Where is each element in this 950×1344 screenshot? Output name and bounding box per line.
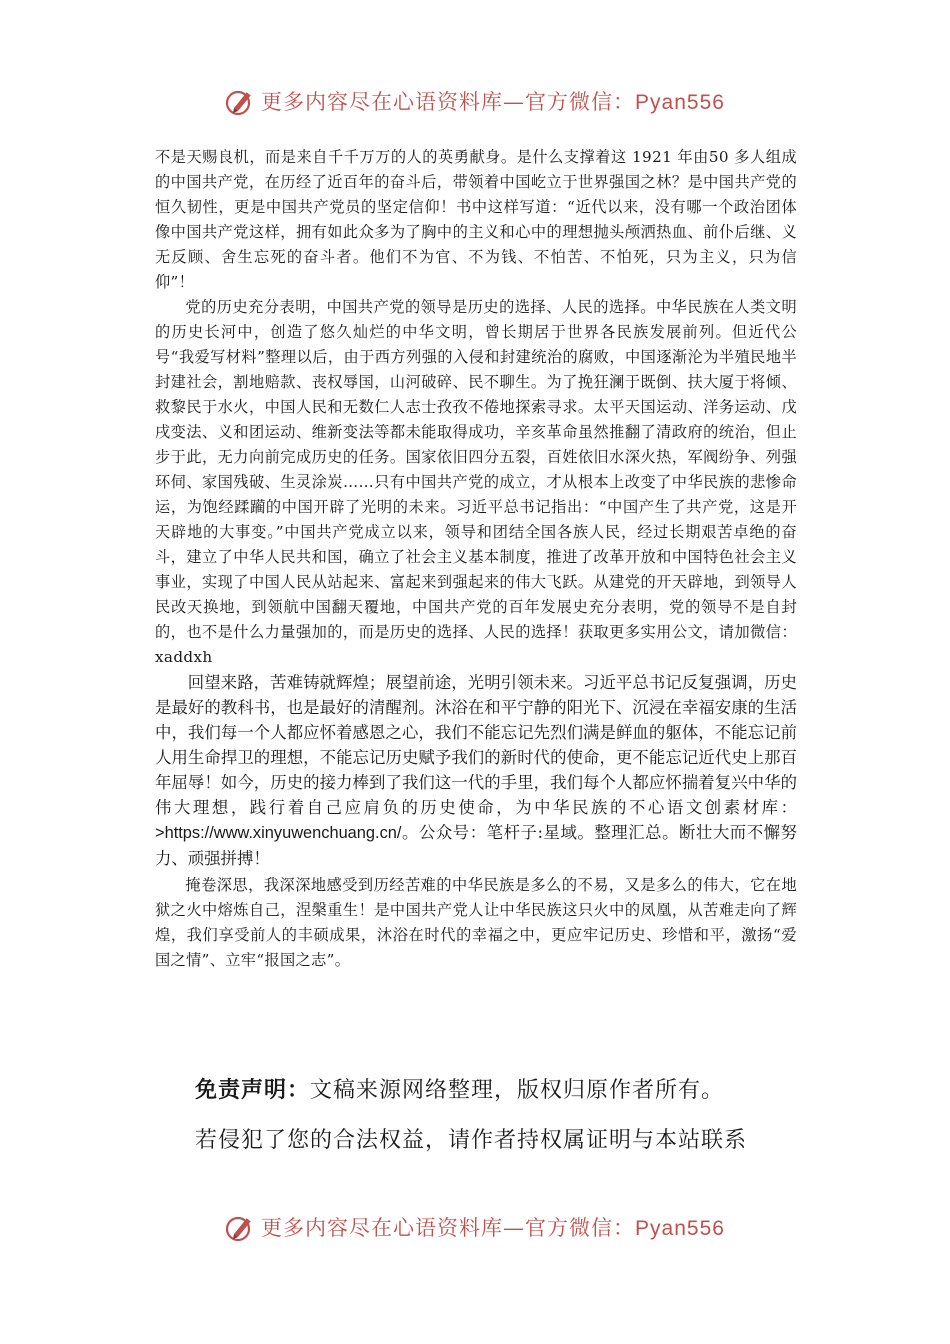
pen-nib-icon [225, 1212, 255, 1242]
paragraph-3-link: >https://www.xinyuwenchuang.cn/ [155, 824, 402, 842]
pen-nib-icon [225, 86, 255, 116]
disclaimer-line-1: 免责声明：文稿来源网络整理，版权归原作者所有。 [195, 1078, 725, 1103]
paragraph-3-text: 回望来路，苦难铸就辉煌；展望前途，光明引领未来。习近平总书记反复强调，历史是最好的教科书，也是最好的清醒剂。沐浴在和平宁静的阳光下、沉浸在幸福安康的生活中，我们每一个人都应怀着感恩之心，我们不能忘记先烈们满是鲜血的躯体，不能忘记前人用生命捍卫的理想，不能忘记历史赋予我们的新时代的使命，更不能忘记近代史上那百年屈辱！如今，历史的接力棒到了我们这一代的手里，我们每个人都应怀揣着复兴中华的伟大理想，践行着自己应肩负的历史使命，为中华民族的不心语文创素材库： [155, 673, 797, 817]
paragraph-3 [155, 670, 797, 871]
paragraph-3-tail: 。公众号：笔杆子:星域。整理汇总。断壮大而不懈努力、顽强拼搏！ [155, 823, 797, 868]
article-body [155, 145, 797, 973]
footer-banner [0, 1212, 950, 1242]
header-banner-text: 更多内容尽在心语资料库—官方微信：Pyan556 [261, 90, 725, 114]
footer-banner-text: 更多内容尽在心语资料库—官方微信：Pyan556 [261, 1216, 725, 1240]
paragraph-4: 掩卷深思，我深深地感受到历经苦难的中华民族是多么的不易，又是多么的伟大，它在地狱之火中熔炼自己，涅槃重生！是中国共产党人让中华民族这只火中的凤凰，从苦难走向了辉煌，我们享受前人的丰硕成果，沐浴在时代的幸福之中，更应牢记历史、珍惜和平，激扬“爱国之情”、立牢“报国之志”。 [155, 876, 797, 969]
disclaimer-label: 免责声明： [195, 1078, 311, 1103]
header-banner [0, 86, 950, 116]
disclaimer-line-2: 若侵犯了您的合法权益，请作者持权属证明与本站联系 [195, 1128, 748, 1153]
paragraph-1: 不是天赐良机，而是来自千千万万的人的英勇献身。是什么支撑着这 1921 年由50 多人组成的中国共产党，在历经了近百年的奋斗后，带领着中国屹立于世界强国之林？是中国共产党的恒久韧性，更是中国共产党员的坚定信仰！书中这样写道：“近代以来，没有哪一个政治团体像中国共产党这样，拥有如此众多为了胸中的主义和心中的理想抛头颅洒热血、前仆后继、义无反顾、舍生忘死的奋斗者。他们不为官、不为钱、不怕苦、不怕死，只为主义，只为信仰”！ [155, 148, 797, 291]
disclaimer [195, 1066, 835, 1166]
paragraph-2: 党的历史充分表明，中国共产党的领导是历史的选择、人民的选择。中华民族在人类文明的历史长河中，创造了悠久灿烂的中华文明，曾长期居于世界各民族发展前列。但近代公号“我爱写材料”整理以后，由于西方列强的入侵和封建统治的腐败，中国逐渐沦为半殖民地半封建社会，割地赔款、丧权辱国，山河破碎、民不聊生。为了挽狂澜于既倒、扶大厦于将倾、救黎民于水火，中国人民和无数仁人志士孜孜不倦地探索寻求。太平天国运动、洋务运动、戊戌变法、义和团运动、维新变法等都未能取得成功，辛亥革命虽然推翻了清政府的统治，但止步于此，无力向前完成历史的任务。国家依旧四分五裂，百姓依旧水深火热，军阀纷争、列强环伺、家国残破、生灵涂炭……只有中国共产党的成立，才从根本上改变了中华民族的悲惨命运，为饱经蹂躏的中国开辟了光明的未来。习近平总书记指出：“中国产生了共产党，这是开天辟地的大事变。”中国共产党成立以来，领导和团结全国各族人民，经过长期艰苦卓绝的奋斗，建立了中华人民共和国，确立了社会主义基本制度，推进了改革开放和中国特色社会主义事业，实现了中国人民从站起来、富起来到强起来的伟大飞跃。从建党的开天辟地，到领导人民改天换地，到领航中国翻天覆地，中国共产党的百年发展史充分表明，党的领导不是自封的，也不是什么力量强加的，而是历史的选择、人民的选择！获取更多实用公文，请加微信：xaddxh [155, 298, 797, 666]
